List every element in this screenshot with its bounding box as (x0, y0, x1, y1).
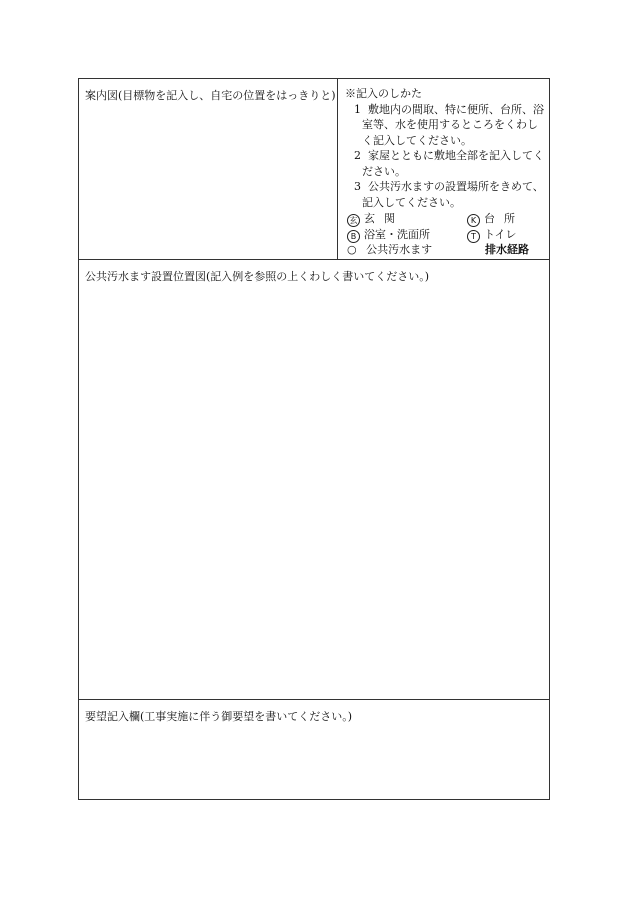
legend-kitchen: K 台所 (467, 211, 524, 227)
instruction-item-3: 3 公共汚水ますの設置場所をきめて、記入してください。 (354, 180, 544, 209)
instructions-cell (338, 79, 549, 259)
legend-entrance: 玄 玄関 (347, 211, 404, 227)
request-label: 要望記入欄(工事実施に伴う御要望を書いてください。) (85, 710, 353, 723)
entrance-symbol-icon: 玄 (347, 214, 360, 227)
map-cell[interactable] (79, 79, 338, 259)
header-row (79, 79, 549, 260)
instruction-item-2: 2 家屋とともに敷地全部を記入してください。 (354, 149, 544, 178)
instruction-item-1: 1 敷地内の間取、特に便所、台所、浴室等、水を使用するところをくわしく記入してください。 (354, 102, 544, 147)
legend (345, 211, 545, 258)
form-table (78, 78, 550, 800)
kitchen-symbol-icon: K (467, 214, 480, 227)
legend-toilet: T トイレ (467, 227, 516, 243)
sewer-box-symbol-icon: ○ (347, 243, 357, 256)
request-cell[interactable] (79, 700, 549, 799)
toilet-symbol-icon: T (467, 230, 480, 243)
map-label: 案内図(目標物を記入し、自宅の位置をはっきりと) (85, 89, 336, 102)
bath-symbol-icon: B (347, 230, 360, 243)
sewer-location-label: 公共汚水ます設置位置図(記入例を参照の上くわしく書いてください。) (85, 270, 430, 283)
instructions-title: ※記入のしかた (345, 87, 422, 100)
legend-bath: B 浴室・洗面所 (347, 227, 430, 243)
legend-sewer-box: ○ 公共汚水ます (347, 243, 433, 256)
instructions (345, 86, 545, 258)
sewer-location-cell[interactable] (79, 260, 549, 700)
legend-drain: 排水経路 (485, 243, 529, 256)
